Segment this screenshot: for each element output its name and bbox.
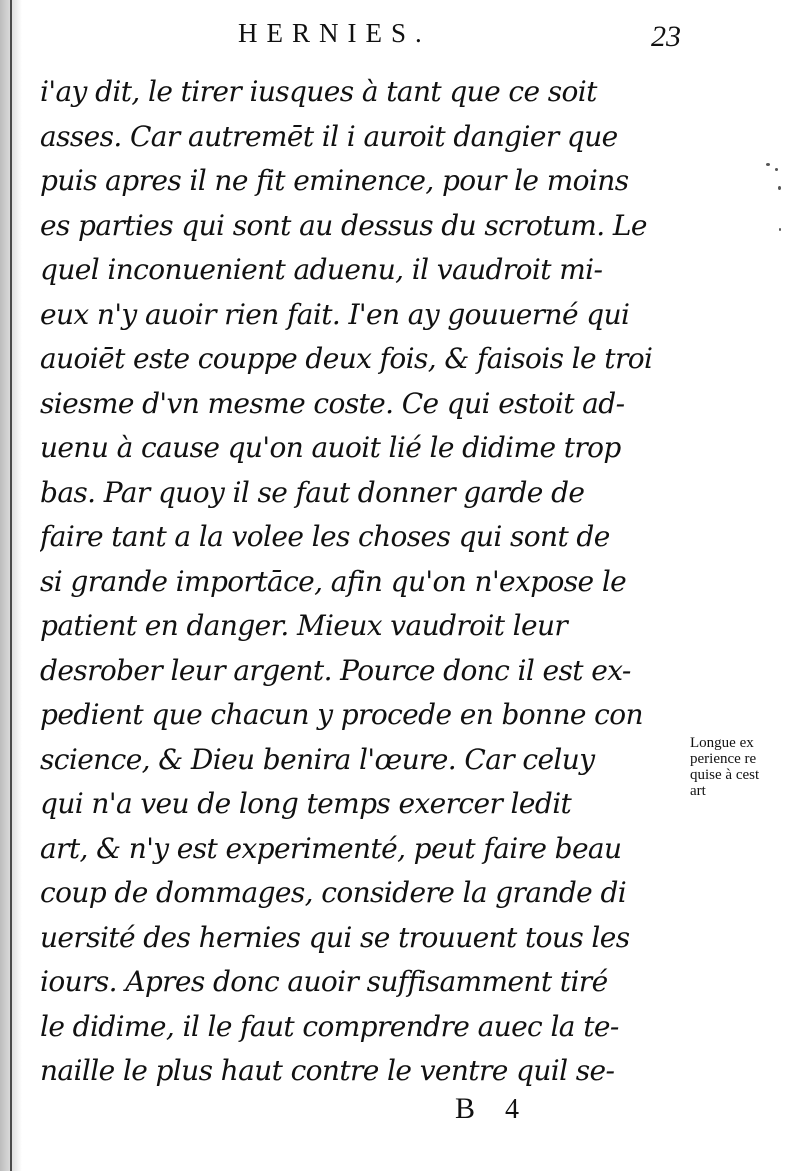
signature-letter: B [455, 1092, 476, 1125]
margin-note-line: quise à cest [690, 767, 760, 783]
running-head: HERNIES. [238, 18, 431, 48]
text-line: si grande importāce, afin qu'on n'expose le [40, 564, 627, 598]
text-line: bas. Par quoy il se faut donner garde de [40, 475, 585, 509]
text-line: quel inconuenient aduenu, il vaudroit mi- [40, 253, 603, 286]
text-line: faire tant a la volee les choses qui sont de [40, 520, 610, 553]
ink-speck [775, 168, 778, 171]
margin-note-line: art [690, 783, 706, 799]
text-line: uenu à cause qu'on auoit lié le didime trop [40, 431, 621, 464]
margin-note-line: Longue ex [690, 735, 754, 751]
body-text [40, 70, 690, 1094]
margin-note [690, 735, 790, 799]
text-line: siesme d'vn mesme coste. Ce qui estoit ad- [40, 386, 625, 420]
text-line: science, & Dieu benira l'œure. Car celuy [40, 742, 595, 776]
page-edge [10, 0, 12, 1171]
text-line: asses. Car autremēt il i auroit dangier que [40, 119, 618, 153]
text-line: coup de dommages, considere la grande di [40, 876, 627, 909]
page-number: 23 [651, 20, 681, 53]
ink-speck [778, 186, 781, 190]
signature-number: 4 [505, 1094, 520, 1125]
text-line: es parties qui sont au dessus du scrotum. Le [40, 208, 647, 242]
text-line: pedient que chacun y procede en bonne con [40, 698, 643, 731]
margin-note-line: perience re [690, 751, 757, 767]
text-line: desrober leur argent. Pource donc il est ex- [40, 653, 631, 687]
text-line: eux n'y auoir rien fait. I'en ay gouuerné qui [40, 297, 630, 331]
ink-speck [779, 228, 781, 231]
text-line: naille le plus haut contre le ventre quil se- [40, 1054, 615, 1087]
text-line: i'ay dit, le tirer iusques à tant que ce soit [40, 75, 597, 108]
text-line: iours. Apres donc auoir suffisamment tiré [40, 965, 608, 998]
text-line: auoiēt este couppe deux fois, & faisois le troi [40, 342, 653, 375]
text-line: qui n'a veu de long temps exercer ledit [40, 787, 572, 820]
text-line: puis apres il ne fit eminence, pour le moins [40, 164, 629, 197]
text-line: patient en danger. Mieux vaudroit leur [40, 609, 568, 642]
text-line: le didime, il le faut comprendre auec la te- [40, 1009, 619, 1043]
ink-speck [766, 163, 770, 166]
text-line: art, & n'y est experimenté, peut faire beau [40, 831, 622, 865]
text-line: uersité des hernies qui se trouuent tous les [40, 920, 630, 954]
signature-mark [455, 1092, 519, 1126]
